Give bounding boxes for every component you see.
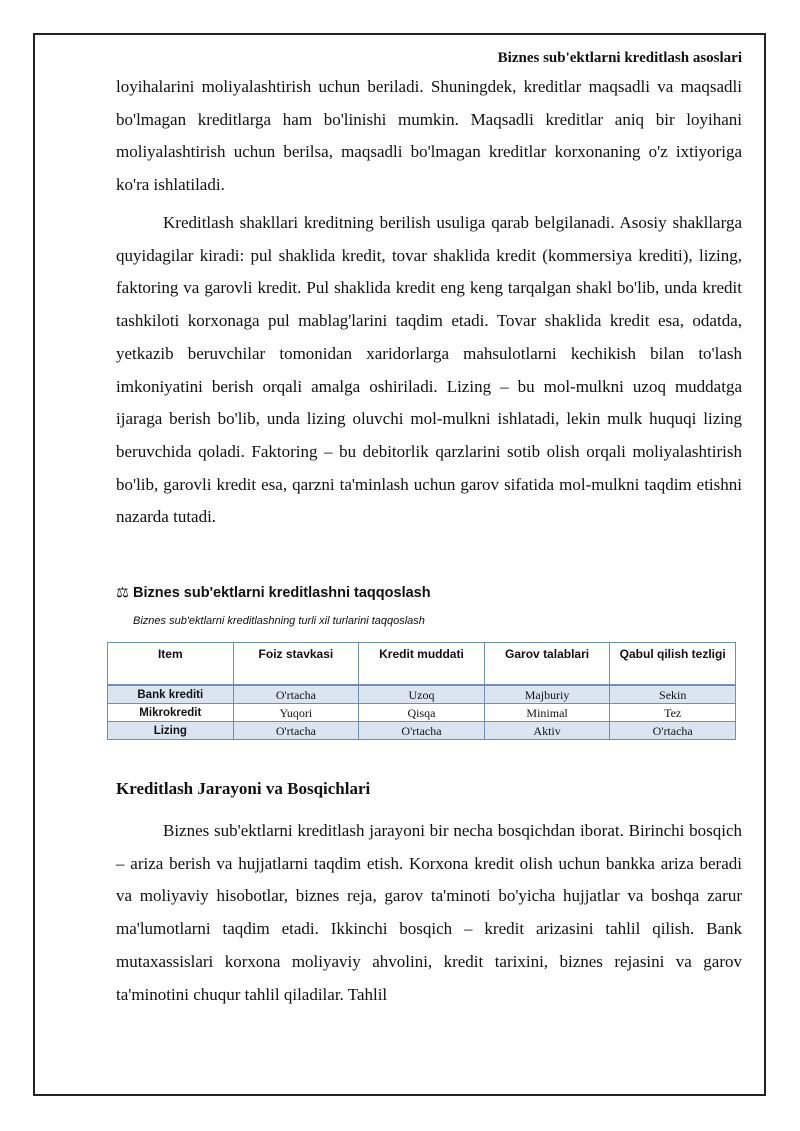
comparison-title-text: Biznes sub'ektlarni kreditlashni taqqoslash xyxy=(133,585,431,601)
table-cell: O'rtacha xyxy=(233,685,359,704)
column-header: Item xyxy=(108,643,234,686)
table-row xyxy=(108,685,736,704)
table-cell: O'rtacha xyxy=(610,722,736,740)
table-cell: Aktiv xyxy=(484,722,610,740)
comparison-title xyxy=(116,585,431,601)
table-cell: Uzoq xyxy=(359,685,485,704)
table-caption: Biznes sub'ektlarni kreditlashning turli xil turlarini taqqoslash xyxy=(133,615,425,627)
table-cell: Lizing xyxy=(108,722,234,740)
table-cell: O'rtacha xyxy=(359,722,485,740)
table-row xyxy=(108,722,736,740)
table-cell: Mikrokredit xyxy=(108,704,234,722)
section-heading: Kreditlash Jarayoni va Bosqichlari xyxy=(116,779,371,798)
column-header: Qabul qilish tezligi xyxy=(610,643,736,686)
table-cell: Bank krediti xyxy=(108,685,234,704)
paragraph-credit-forms: Kreditlash shakllari kreditning berilish usuliga qarab belgilanadi. Asosiy shakllarga quyidagilar kiradi: pul shaklida kredit, tovar shaklida kredit (kommersiya krediti), lizing, faktoring va garovli kredit. Pul shaklida kredit eng keng tarqalgan shakl bo'lib, unda kredit tashkiloti korxonaga pul mablag'larini taqdim etadi. Tovar shaklida kredit esa, odatda, yetkazib beruvchilar tomonidan xaridorlarga mahsulotlarni kechikish bilan to'lash imkoniyatini berish orqali amalga oshiriladi. Lizing – bu mol-mulkni uzoq muddatga ijaraga berish bo'lib, unda lizing oluvchi mol-mulkni ishlatadi, lekin mulk huquqi lizing beruvchida qoladi. Faktoring – bu debitorlik qarzlarini sotib olish orqali moliyalashtirish bo'lib, garovli kredit esa, qarzni ta'minlash uchun garov sifatida mol-mulkni taqdim etishni nazarda tutadi. xyxy=(116,213,742,527)
table-cell: Tez xyxy=(610,704,736,722)
comparison-table xyxy=(107,642,736,740)
paragraph-credit-types-end: loyihalarini moliyalashtirish uchun beriladi. Shuningdek, kreditlar maqsadli va maqsadli bo'lmagan kreditlarga ham bo'linishi mumkin. Maqsadli kreditlar aniq bir loyihani moliyalashtirish uchun berilsa, maqsadli bo'lmagan kreditlar korxonaning o'z ixtiyoriga ko'ra ishlatiladi. xyxy=(116,77,742,195)
paragraph-credit-process: Biznes sub'ektlarni kreditlash jarayoni bir necha bosqichdan iborat. Birinchi bosqich – ariza berish va hujjatlarni taqdim etish. Korxona kredit olish uchun bankka ariza beradi va moliyaviy hisobotlar, biznes reja, garov ta'minoti bo'yicha hujjatlar va boshqa zarur ma'lumotlarni taqdim etadi. Ikkinchi bosqich – kredit arizasini tahlil qilish. Bank mutaxassislari korxona moliyaviy ahvolini, kredit tarixini, biznes rejasini va garov ta'minotini chuqur tahlil qiladilar. Tahlil xyxy=(116,821,742,1004)
table-header-row xyxy=(108,643,736,686)
table-cell: Yuqori xyxy=(233,704,359,722)
table-cell: Majburiy xyxy=(484,685,610,704)
table-cell: Sekin xyxy=(610,685,736,704)
column-header: Garov talablari xyxy=(484,643,610,686)
table-cell: O'rtacha xyxy=(233,722,359,740)
table-row xyxy=(108,704,736,722)
column-header: Foiz stavkasi xyxy=(233,643,359,686)
running-header: Biznes sub'ektlarni kreditlash asoslari xyxy=(497,50,742,66)
table-cell: Qisqa xyxy=(359,704,485,722)
column-header: Kredit muddati xyxy=(359,643,485,686)
scales-icon: ⚖ xyxy=(116,585,129,601)
table-cell: Minimal xyxy=(484,704,610,722)
